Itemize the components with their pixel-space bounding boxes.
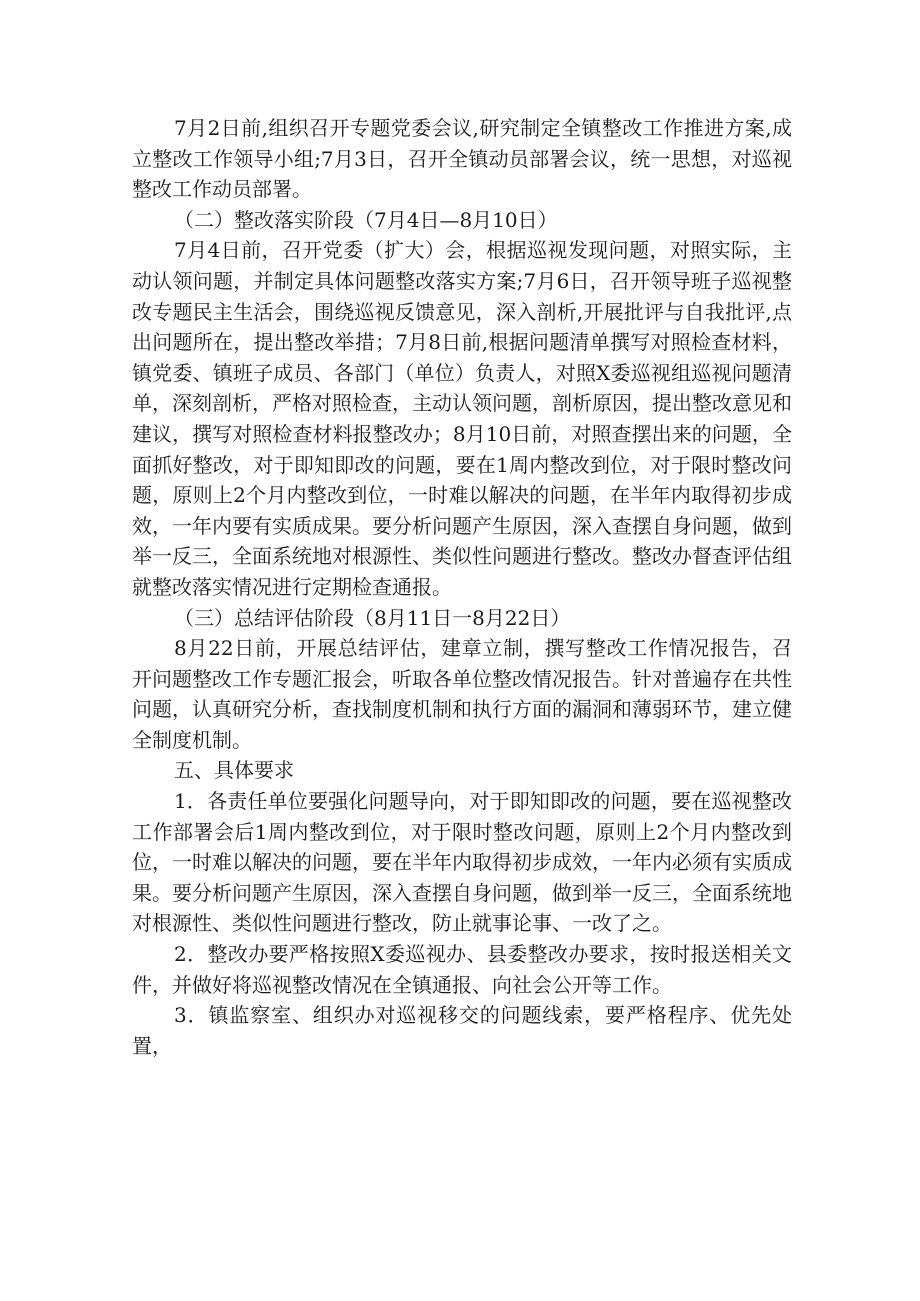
requirement-item-1: 1．各责任单位要强化问题导向，对于即知即改的问题，要在巡视整改工作部署会后1周内整改到位，对于限时整改问题，原则上2个月内整改到位，一时难以解决的问题，要在半年内取得初步成效，一年内必须有实质成果。要分析问题产生原因，深入查摆自身问题，做到举一反三，全面系统地对根源性、类似性问题进行整改，防止就事论事、一改了之。 xyxy=(132,789,792,936)
section-heading-implementation: （二）整改落实阶段（7月4日—8月10日） xyxy=(174,207,558,232)
section-heading-evaluation: （三）总结评估阶段（8月11日一8月22日） xyxy=(174,605,571,630)
section-heading-requirements: 五、具体要求 xyxy=(174,758,294,783)
requirement-item-2: 2．整改办要严格按照X委巡视办、县委整改办要求，按时报送相关文件，并做好将巡视整改情况在全镇通报、向社会公开等工作。 xyxy=(132,942,792,997)
document-body xyxy=(132,113,792,1061)
requirement-item-3: 3．镇监察室、组织办对巡视移交的问题线索，要严格程序、优先处置， xyxy=(132,1003,792,1058)
paragraph-evaluation: 8月22日前，开展总结评估，建章立制，撰写整改工作情况报告，召开问题整改工作专题汇报会，听取各单位整改情况报告。针对普遍存在共性问题，认真研究分析，查找制度机制和执行方面的漏洞和薄弱环节，建立健全制度机制。 xyxy=(132,636,792,752)
paragraph-mobilization: 7月2日前,组织召开专题党委会议,研究制定全镇整改工作推进方案,成立整改工作领导小组;7月3日，召开全镇动员部署会议，统一思想，对巡视整改工作动员部署。 xyxy=(132,116,792,202)
paragraph-implementation: 7月4日前，召开党委（扩大）会，根据巡视发现问题，对照实际，主动认领问题，并制定具体问题整改落实方案;7月6日，召开领导班子巡视整改专题民主生活会，围绕巡视反馈意见，深入剖析,开展批评与自我批评,点出问题所在，提出整改举措；7月8日前,根据问题清单撰写对照检查材料，镇党委、镇班子成员、各部门（单位）负责人，对照X委巡视组巡视问题清单，深刻剖析，严格对照检查，主动认领问题，剖析原因，提出整改意见和建议，撰写对照检查材料报整改办；8月10日前，对照查摆出来的问题，全面抓好整改，对于即知即改的问题，要在1周内整改到位，对于限时整改问题，原则上2个月内整改到位，一时难以解决的问题，在半年内取得初步成效，一年内要有实质成果。要分析问题产生原因，深入查摆自身问题，做到举一反三，全面系统地对根源性、类似性问题进行整改。整改办督查评估组就整改落实情况进行定期检查通报。 xyxy=(132,238,792,599)
